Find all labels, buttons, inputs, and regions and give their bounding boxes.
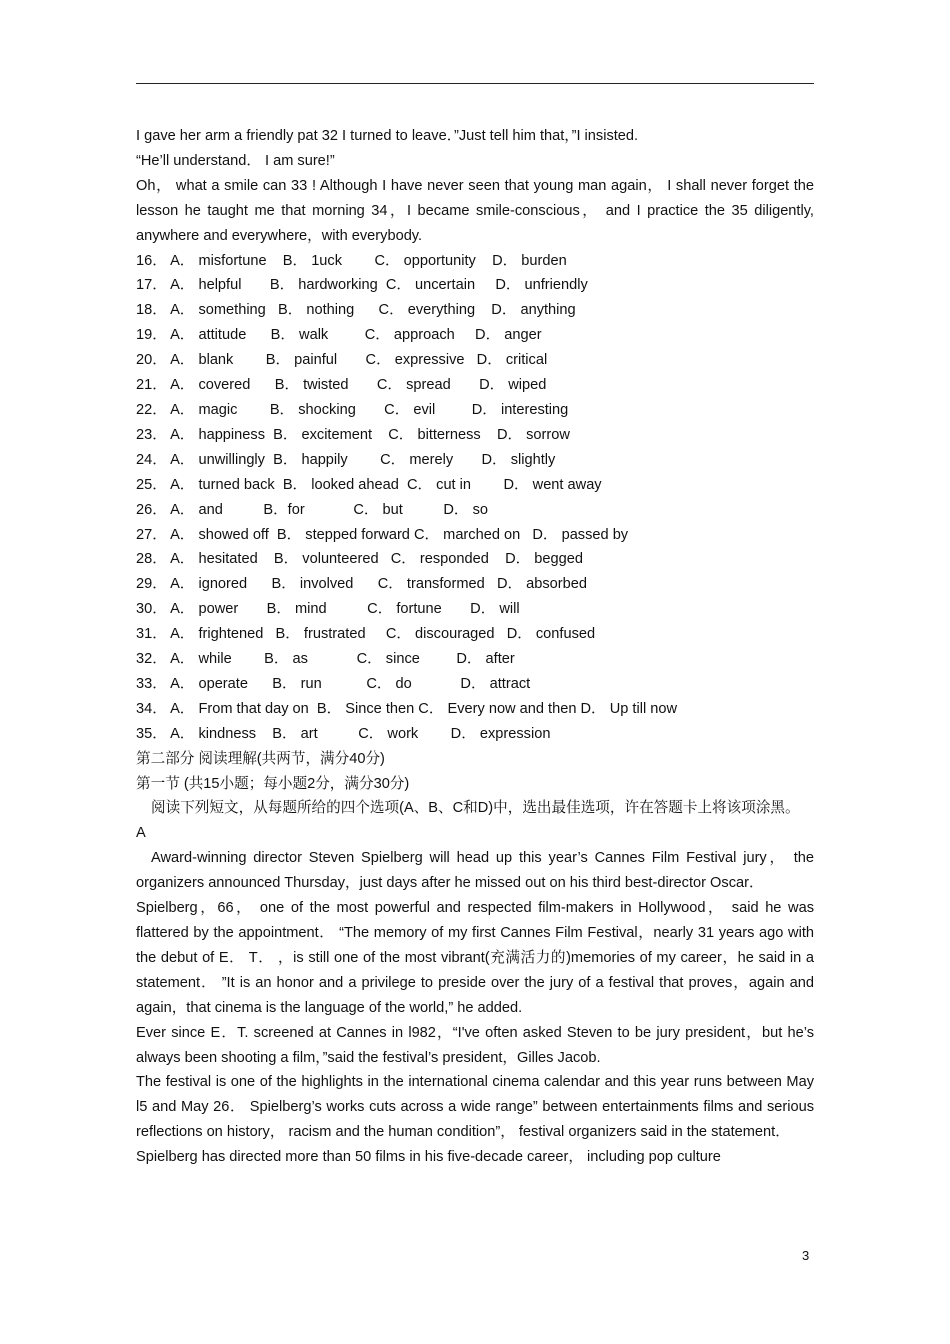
question-32: 32． A． while B． as C． since D． after [136, 651, 515, 668]
passage-a-paragraph: The festival is one of the highlights in the international cinema calendar and this year runs between May l5 and May 26． Spielberg’s works cuts across a wide range” between entertainments films and serious reflections on history， racism and the human condition”， festival organizers said in the statement． [136, 1074, 814, 1141]
question-21: 21． A． covered B． twisted C． spread D． wiped [136, 377, 547, 394]
section-heading: 第二部分 阅读理解(共两节，满分40分) [136, 750, 385, 767]
question-33: 33． A． operate B． run C． do D． attract [136, 675, 531, 692]
question-29: 29． A． ignored B． involved C． transformed D． absorbed [136, 576, 587, 593]
instructions: 阅读下列短文，从每题所给的四个选项(A、B、C和D)中，选出最佳选项，许在答题卡上将该项涂黑。 [151, 800, 800, 817]
passage-a-paragraph: Ever since E．T. screened at Cannes in l982，“I've often asked Steven to be jury president，but he’s always been shooting a film，”said the festival’s president，Gilles Jacob. [136, 1024, 814, 1066]
passage-a-paragraph: Spielberg has directed more than 50 films in his five-decade career， including pop culture [136, 1149, 721, 1166]
passage-line: I gave her arm a friendly pat 32 I turned to leave．”Just tell him that，”I insisted. [136, 128, 639, 144]
question-24: 24． A． unwillingly B． happily C． merely D． slightly [136, 451, 556, 468]
passage-a-paragraph: Award-winning director Steven Spielberg will head up this year’s Cannes Film Festival jury， the organizers announced Thursday，just days after he missed out on his third best-director Oscar． [136, 850, 814, 892]
passage-line: Oh， what a smile can 33 ! Although I have never seen that young man again， I shall never forget the lesson he taught me that morning 34，I became smile-conscious， and I practice the 35 diligently, anywhere and everywhere，with everybody. [136, 177, 814, 244]
question-28: 28． A． hesitated B． volunteered C． responded D． begged [136, 551, 583, 568]
question-26: 26． A． and B．for C． but D． so [136, 501, 488, 518]
question-34: 34． A． From that day on B． Since then C． Every now and then D． Up till now [136, 700, 678, 717]
question-19: 19． A． attitude B． walk C． approach D． anger [136, 327, 542, 344]
page-content [136, 124, 814, 1170]
passage-line: “He’ll understand． I am sure!” [136, 152, 335, 169]
question-35: 35． A． kindness B． art C． work D． expression [136, 725, 551, 742]
question-25: 25． A． turned back B． looked ahead C． cut in D． went away [136, 476, 602, 493]
question-17: 17． A． helpful B． hardworking C． uncertain D． unfriendly [136, 277, 588, 294]
subsection-heading: 第一节 (共15小题；每小题2分，满分30分) [136, 775, 410, 792]
passage-a-paragraph: Spielberg，66， one of the most powerful and respected film-makers in Hollywood， said he was flattered by the appointment． “The memory of my first Cannes Film Festival，nearly 31 years ago with the debut of E． T． ，is still one of the most vibrant(充满活力的)memories of my career，he said in a statement． ”It is an honor and a privilege to preside over the jury of a festival that proves，again and again，that cinema is the language of the world,” he added. [136, 900, 814, 1016]
question-16: 16． A． misfortune B． 1uck C． opportunity D． burden [136, 252, 567, 269]
question-23: 23． A． happiness B． excitement C． bitterness D． sorrow [136, 426, 570, 443]
question-20: 20． A． blank B． painful C． expressive D． critical [136, 352, 548, 369]
question-18: 18． A． something B． nothing C． everything D． anything [136, 302, 576, 319]
question-31: 31． A． frightened B． frustrated C． discouraged D． confused [136, 626, 596, 643]
question-30: 30． A． power B． mind C． fortune D． will [136, 601, 520, 618]
question-22: 22． A． magic B． shocking C． evil D． interesting [136, 401, 569, 418]
question-list [136, 249, 814, 747]
header-rule [136, 83, 814, 84]
passage-label: A [136, 825, 146, 842]
page-number: 3 [802, 1248, 810, 1263]
question-27: 27． A． showed off B． stepped forward C． marched on D． passed by [136, 526, 629, 543]
